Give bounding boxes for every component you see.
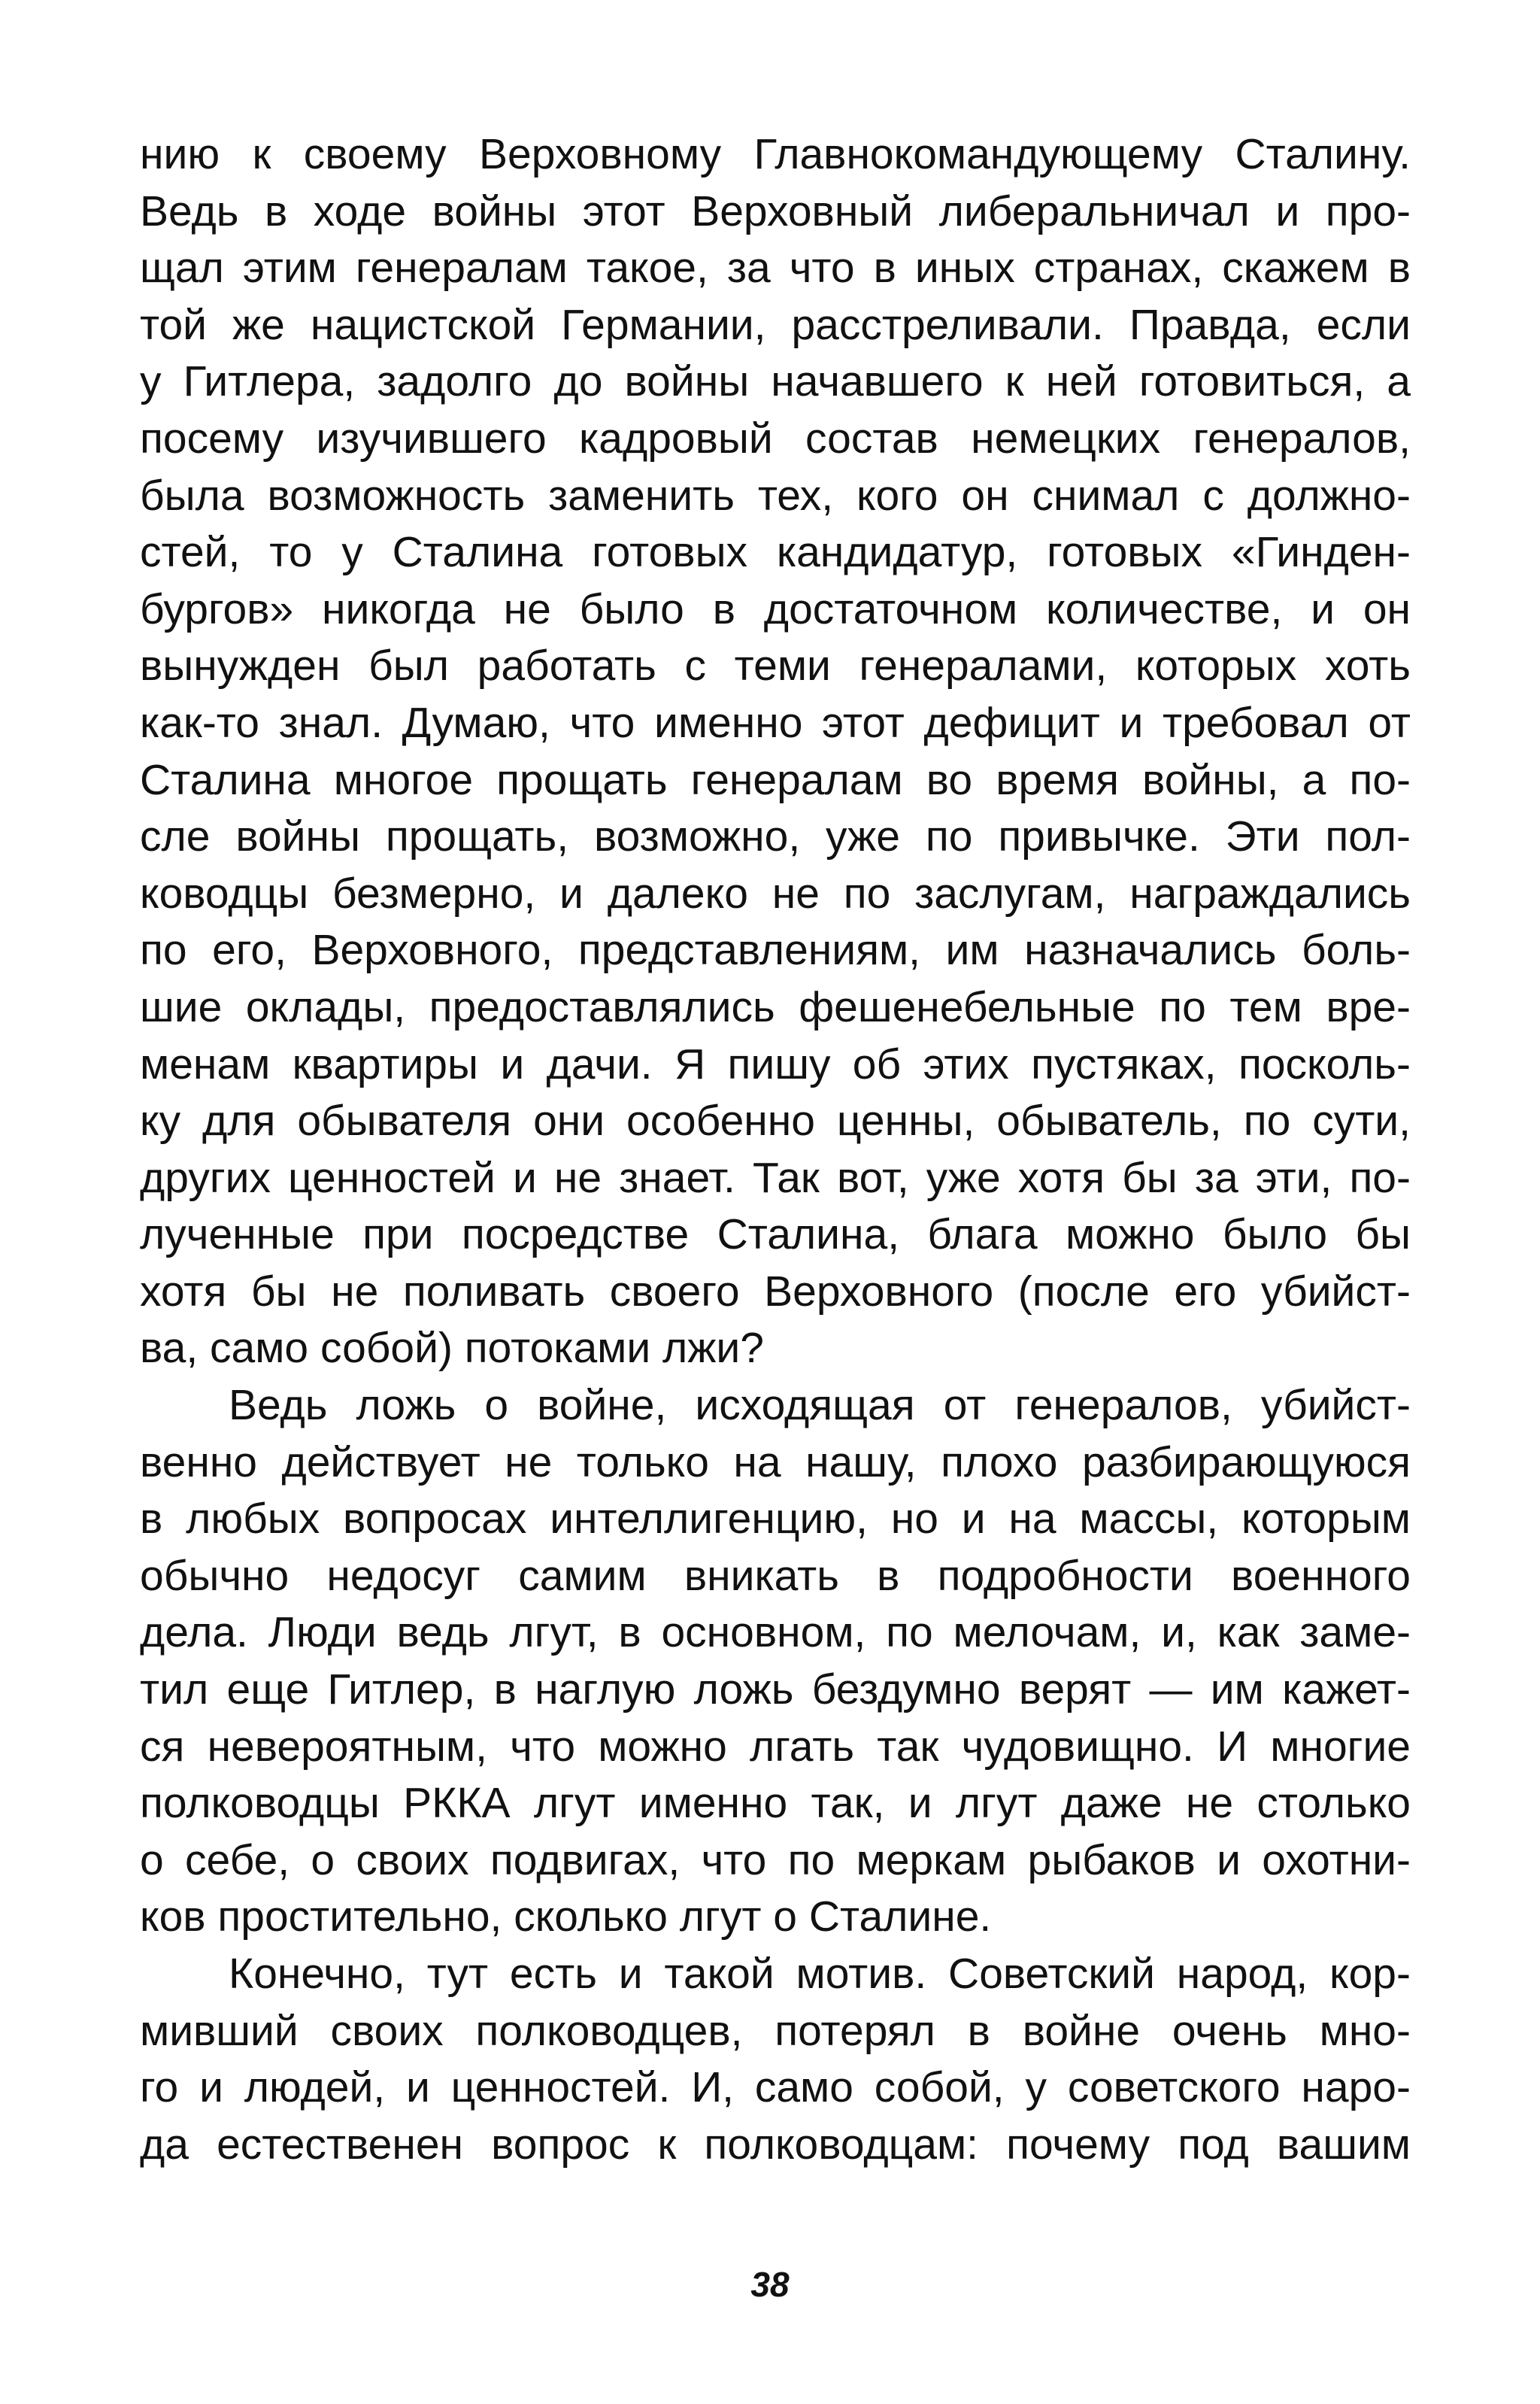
text-line: го и людей, и ценностей. И, само собой, у советского наро- bbox=[140, 2063, 1411, 2112]
text-line: венно действует не только на нашу, плохо разбирающуюся bbox=[140, 1437, 1411, 1486]
text-line: обычно недосуг самим вникать в подробности военного bbox=[140, 1551, 1411, 1600]
text-line: Сталина многое прощать генералам во время войны, а по- bbox=[140, 755, 1411, 804]
text-line: ся невероятным, что можно лгать так чудовищно. И многие bbox=[140, 1722, 1411, 1771]
text-line: у Гитлера, задолго до войны начавшего к ней готовиться, а bbox=[140, 357, 1411, 406]
text-line: шие оклады, предоставлялись фешенебельные по тем вре- bbox=[140, 982, 1411, 1031]
text-line: дела. Люди ведь лгут, в основном, по мелочам, и, как заме- bbox=[140, 1608, 1411, 1657]
text-line: Конечно, тут есть и такой мотив. Советский народ, кор- bbox=[229, 1950, 1411, 1998]
text-line: менам квартиры и дачи. Я пишу об этих пустяках, посколь- bbox=[140, 1040, 1411, 1088]
text-line: вынужден был работать с теми генералами, которых хоть bbox=[140, 642, 1411, 691]
text-line: Ведь ложь о войне, исходящая от генералов, убийст- bbox=[229, 1381, 1411, 1430]
text-line: мивший своих полководцев, потерял в войне очень мно- bbox=[140, 2006, 1411, 2055]
text-line: полководцы РККА лгут именно так, и лгут даже не столько bbox=[140, 1779, 1411, 1828]
text-line: ководцы безмерно, и далеко не по заслугам, награждались bbox=[140, 869, 1411, 918]
text-line: тил еще Гитлер, в наглую ложь бездумно верят — им кажет- bbox=[140, 1665, 1411, 1714]
text-line: была возможность заменить тех, кого он снимал с должно- bbox=[140, 471, 1411, 520]
text-line: Ведь в ходе войны этот Верховный либеральничал и про- bbox=[140, 187, 1411, 235]
text-line: в любых вопросах интеллигенцию, но и на массы, которым bbox=[140, 1495, 1411, 1543]
text-line: ков простительно, сколько лгут о Сталине. bbox=[140, 1893, 992, 1941]
text-line: по его, Верховного, представлениям, им назначались боль- bbox=[140, 926, 1411, 975]
text-line: бургов» никогда не было в достаточном количестве, и он bbox=[140, 584, 1411, 633]
text-line: ку для обывателя они особенно ценны, обыватель, по сути, bbox=[140, 1097, 1411, 1146]
book-page-text bbox=[140, 126, 1411, 2173]
text-line: стей, то у Сталина готовых кандидатур, готовых «Гинден- bbox=[140, 528, 1411, 577]
text-line: других ценностей и не знает. Так вот, уже хотя бы за эти, по- bbox=[140, 1153, 1411, 1202]
text-line: хотя бы не поливать своего Верховного (после его убийст- bbox=[140, 1267, 1411, 1316]
text-line: как-то знал. Думаю, что именно этот дефицит и требовал от bbox=[140, 698, 1411, 747]
text-line: лученные при посредстве Сталина, блага можно было бы bbox=[140, 1210, 1411, 1259]
text-line: да естественен вопрос к полководцам: почему под вашим bbox=[140, 2120, 1411, 2169]
text-line: посему изучившего кадровый состав немецких генералов, bbox=[140, 414, 1411, 463]
text-line: нию к своему Верховному Главнокомандующему Сталину. bbox=[140, 130, 1411, 178]
text-line: щал этим генералам такое, за что в иных странах, скажем в bbox=[140, 244, 1411, 293]
text-line: той же нацистской Германии, расстреливали. Правда, если bbox=[140, 300, 1411, 349]
text-line: ва, само собой) потоками лжи? bbox=[140, 1324, 764, 1373]
page-number: 38 bbox=[750, 2265, 790, 2304]
text-line: сле войны прощать, возможно, уже по привычке. Эти пол- bbox=[140, 812, 1411, 861]
text-line: о себе, о своих подвигах, что по меркам рыбаков и охотни- bbox=[140, 1835, 1411, 1884]
